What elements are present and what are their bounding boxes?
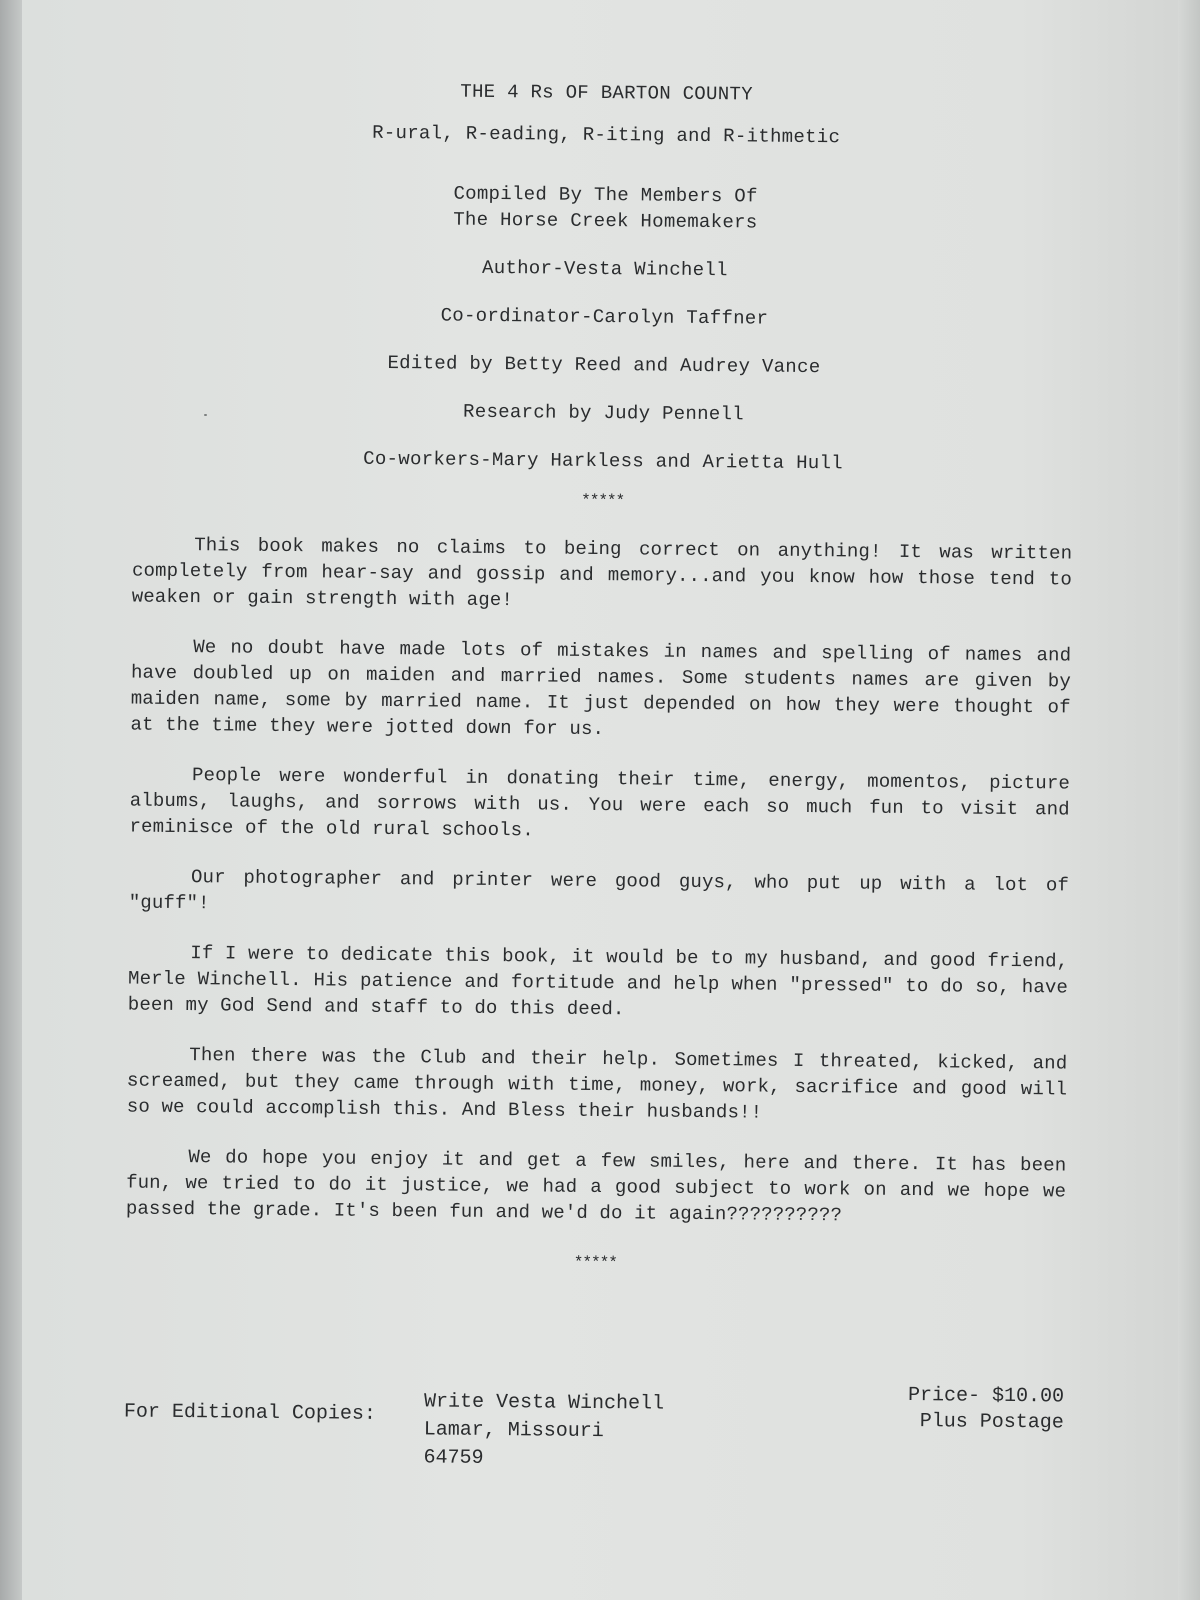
price-line-1: Price- $10.00 [907,1383,1065,1409]
separator-stars-bottom: ***** [573,1253,617,1273]
research-credit: Research by Judy Pennell [462,400,745,426]
book-title: THE 4 Rs OF BARTON COUNTY [460,80,753,106]
address-line-2: Lamar, Missouri [423,1418,604,1444]
price-line-2: Plus Postage [919,1410,1064,1435]
coworkers-credit: Co-workers-Mary Harkless and Arietta Hull [363,447,844,475]
price-block [908,1383,1065,1436]
separator-stars-top: ***** [581,491,625,511]
coordinator-credit: Co-ordinator-Carolyn Taffner [440,304,769,330]
body-text [126,531,1073,1230]
order-address [423,1388,664,1474]
paragraph: People were wonderful in donating their time, energy, momentos, picture albums, laughs, and sorrows with us. You were each so much fun to visit and reminisce of the old rural schools. [129,764,1071,842]
order-footer [123,1375,1064,1524]
paragraph: This book makes no claims to being correct on anything! It was written completely from hear-say and gossip and memory...and you know how those tend to weaken or gain strength with age! [131,534,1073,612]
address-line-3: 64759 [423,1446,484,1470]
paragraph: Then there was the Club and their help. Sometimes I threated, kicked, and screamed, but they came through with time, money, work, sacrifice and good will so we could accomplish this. And Bless their husbands!! [126,1044,1068,1124]
paragraph: We do hope you enjoy it and get a few smiles, here and there. It has been fun, we tried to do it justice, we had a good subject to work on and we hope we passed the grade. It's been fun and we'd do it again?????????? [125,1146,1067,1227]
typewritten-page [123,76,1077,1525]
editors-credit: Edited by Betty Reed and Audrey Vance [387,351,821,379]
author-credit: Author-Vesta Winchell [481,256,728,282]
order-label: For Editional Copies: [123,1400,377,1426]
compiled-line-2: The Horse Creek Homemakers [453,208,758,234]
address-line-1: Write Vesta Winchell [423,1390,665,1416]
book-subtitle: R-ural, R-eading, R-iting and R-ithmetic [372,121,841,149]
paragraph: If I were to dedicate this book, it would be to my husband, and good friend, Merle Winchell. His patience and fortitude and help when "pressed" to do so, have been my God Send and staff to do this deed. [127,942,1069,1021]
compiled-line-1: Compiled By The Members Of [453,182,758,208]
binding-edge [0,0,22,1600]
paragraph: We no doubt have made lots of mistakes in names and spelling of names and have doubled up on maiden and married names. Some students names are given by maiden name, some by married name. It just depended on how they were thought of at the time they were jotted down for us. [130,636,1072,741]
paragraph: Our photographer and printer were good guys, who put up with a lot of "guff"! [128,866,1070,915]
page-right-edge [1178,0,1200,1600]
compiled-by-block [135,178,1075,239]
